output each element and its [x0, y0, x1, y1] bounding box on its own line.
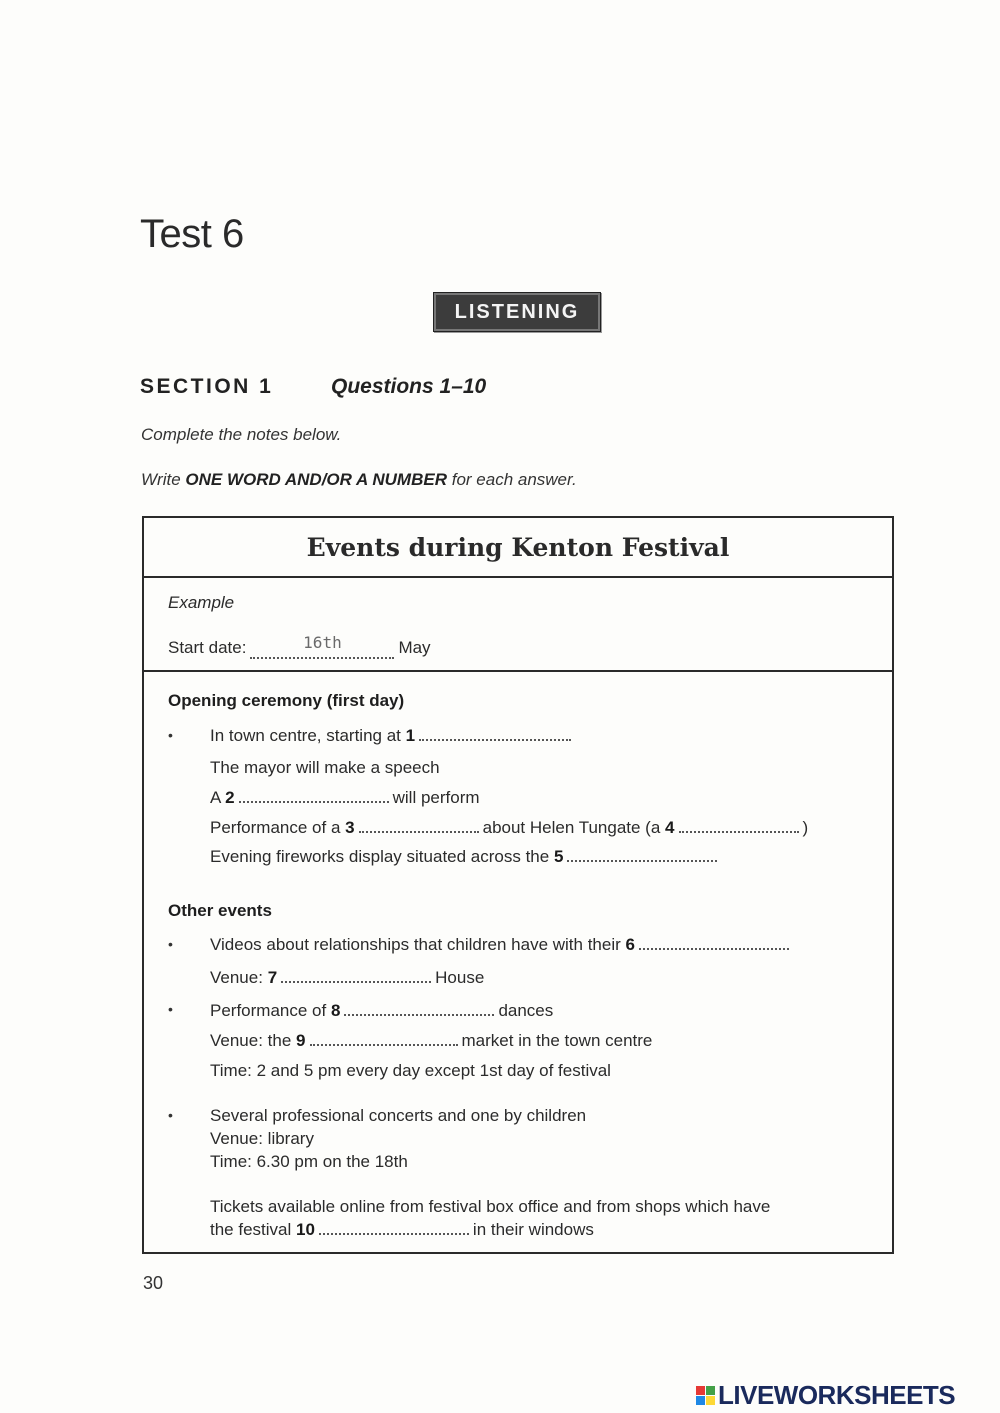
opening-line-1: In town centre, starting at 1 — [210, 726, 575, 746]
bullet-opening: • — [168, 727, 173, 743]
answer-gap-3[interactable] — [359, 828, 479, 833]
videos-line-1: Videos about relationships that children have with their 6 — [210, 935, 793, 955]
concerts-line-2: Venue: library — [210, 1129, 314, 1148]
page-title: Test 6 — [140, 212, 244, 256]
answer-gap-9[interactable] — [310, 1041, 458, 1046]
tickets-line-2: the festival 10 in their windows — [210, 1220, 594, 1239]
performance-line-1: Performance of 8 dances — [210, 1001, 554, 1020]
performance-line-3: Time: 2 and 5 pm every day except 1st day of festival — [210, 1061, 611, 1080]
performance-line-2: Venue: the 9 market in the town centre — [210, 1031, 653, 1050]
liveworksheets-logo-icon — [696, 1386, 715, 1405]
bullet-performance: • — [168, 1001, 173, 1017]
example-answer: 16th — [303, 633, 342, 652]
answer-gap-2[interactable] — [239, 798, 389, 803]
listening-badge: LISTENING — [433, 292, 601, 332]
opening-line-5: Evening fireworks display situated across the 5 — [210, 847, 721, 867]
instruction-write: Write ONE WORD AND/OR A NUMBER for each answer. — [141, 470, 577, 489]
notes-title: Events during Kenton Festival — [144, 518, 892, 578]
section-questions: Questions 1–10 — [331, 375, 487, 398]
example-divider — [144, 670, 892, 672]
bullet-videos: • — [168, 936, 173, 952]
section-label: SECTION 1 — [140, 375, 274, 398]
tickets-line-1: Tickets available online from festival box office and from shops which have — [210, 1197, 771, 1216]
notes-box — [142, 516, 894, 1254]
videos-line-2: Venue: 7 House — [210, 968, 485, 987]
opening-heading: Opening ceremony (first day) — [168, 691, 405, 710]
answer-gap-1[interactable] — [419, 736, 571, 741]
bullet-concerts: • — [168, 1107, 173, 1123]
example-line: Start date: 16th May — [168, 633, 431, 657]
opening-line-2: The mayor will make a speech — [210, 758, 440, 777]
answer-gap-4[interactable] — [679, 828, 799, 833]
answer-gap-10[interactable] — [319, 1230, 469, 1235]
example-label: Example — [168, 593, 235, 612]
answer-gap-5[interactable] — [567, 857, 717, 862]
instruction-complete: Complete the notes below. — [141, 425, 342, 444]
liveworksheets-watermark — [696, 1378, 955, 1412]
opening-line-3: A 2 will perform — [210, 788, 480, 807]
other-events-heading: Other events — [168, 901, 272, 920]
concerts-line-1: Several professional concerts and one by children — [210, 1106, 587, 1125]
answer-gap-8[interactable] — [344, 1011, 494, 1016]
answer-gap-7[interactable] — [281, 978, 431, 983]
watermark-text: LIVEWORKSHEETS — [718, 1379, 956, 1410]
concerts-line-3: Time: 6.30 pm on the 18th — [210, 1152, 408, 1171]
opening-line-4: Performance of a 3 about Helen Tungate (a 4 ) — [210, 818, 809, 837]
page-number: 30 — [143, 1273, 164, 1293]
answer-gap-6[interactable] — [639, 945, 789, 950]
